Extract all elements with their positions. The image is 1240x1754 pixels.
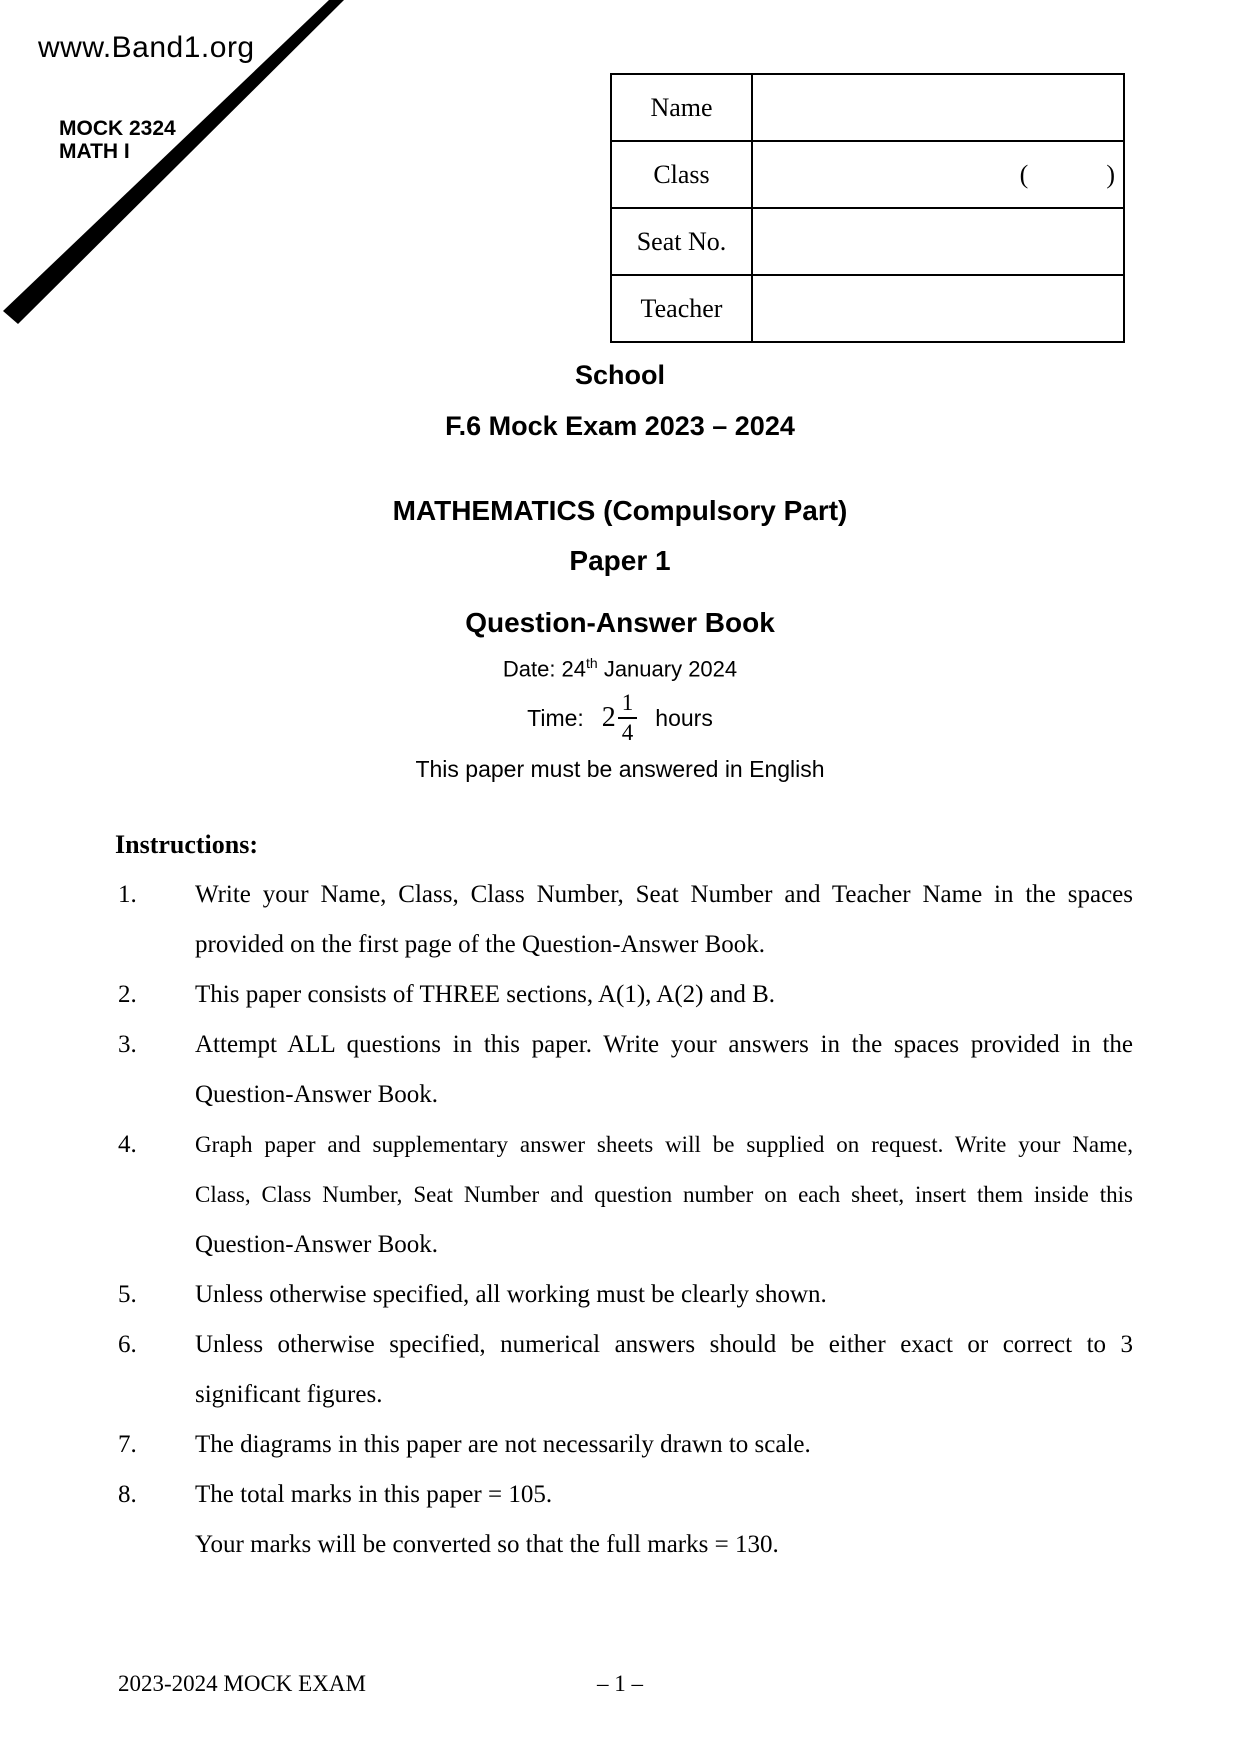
instruction-number: 6. bbox=[118, 1331, 137, 1358]
mock-code-line1: MOCK 2324 bbox=[59, 117, 176, 140]
instruction-line: Question-Answer Book. bbox=[195, 1231, 439, 1258]
teacher-label: Teacher bbox=[611, 275, 752, 342]
table-row-class bbox=[611, 141, 1124, 208]
instructions-heading: Instructions: bbox=[115, 830, 259, 859]
instruction-number: 8. bbox=[118, 1481, 137, 1508]
instruction-item-1 bbox=[118, 870, 1133, 920]
instruction-line: Your marks will be converted so that the full marks = 130. bbox=[195, 1531, 779, 1558]
book-title: Question-Answer Book bbox=[465, 607, 775, 638]
date-prefix: Date: 24 bbox=[502, 656, 587, 682]
instruction-item-3 bbox=[118, 1020, 1133, 1070]
fraction-denominator: 4 bbox=[621, 720, 634, 745]
mock-code-line2: MATH I bbox=[59, 140, 130, 163]
instruction-number: 1. bbox=[118, 881, 137, 908]
time-whole-number: 2 bbox=[601, 702, 616, 733]
seat-no-label: Seat No. bbox=[611, 208, 752, 275]
instruction-line: Attempt ALL questions in this paper. Write your answers in the spaces provided in the bbox=[195, 1031, 1133, 1058]
instruction-line: The diagrams in this paper are not necessarily drawn to scale. bbox=[195, 1431, 811, 1458]
instruction-line: Class, Class Number, Seat Number and question number on each sheet, insert them inside this bbox=[195, 1182, 1133, 1207]
instruction-number: 4. bbox=[118, 1131, 137, 1158]
instruction-item-4 bbox=[118, 1120, 1133, 1170]
instruction-item-5 bbox=[118, 1270, 1133, 1320]
paper-number: Paper 1 bbox=[569, 545, 671, 576]
website-watermark: www.Band1.org bbox=[38, 31, 255, 64]
date-ordinal-superscript: th bbox=[586, 655, 598, 671]
name-label: Name bbox=[611, 74, 752, 141]
instruction-line: This paper consists of THREE sections, A(1), A(2) and B. bbox=[195, 981, 776, 1008]
fraction-numerator: 1 bbox=[618, 690, 638, 719]
instruction-item-6 bbox=[118, 1320, 1133, 1370]
exam-date bbox=[0, 656, 1240, 681]
exam-time bbox=[0, 683, 1240, 753]
date-suffix: January 2024 bbox=[597, 656, 738, 682]
footer-exam-name: 2023-2024 MOCK EXAM bbox=[118, 1671, 366, 1696]
instruction-line: Unless otherwise specified, all working must be clearly shown. bbox=[195, 1281, 827, 1308]
instruction-line: Question-Answer Book. bbox=[195, 1081, 439, 1108]
table-row-name bbox=[611, 74, 1124, 141]
time-label: Time: bbox=[527, 704, 584, 731]
instruction-item-7 bbox=[118, 1420, 1133, 1470]
instruction-line: Write your Name, Class, Class Number, Seat Number and Teacher Name in the spaces bbox=[195, 881, 1133, 908]
exam-title: F.6 Mock Exam 2023 – 2024 bbox=[445, 411, 795, 441]
instruction-item-2 bbox=[118, 970, 1133, 1020]
instruction-line: Unless otherwise specified, numerical answers should be either exact or correct to 3 bbox=[195, 1331, 1133, 1358]
student-info-table bbox=[610, 73, 1125, 343]
instruction-line: Graph paper and supplementary answer sheets will be supplied on request. Write your Name, bbox=[195, 1132, 1133, 1157]
instruction-line: The total marks in this paper = 105. bbox=[195, 1481, 553, 1508]
seat-no-value-cell bbox=[752, 208, 1124, 275]
teacher-value-cell bbox=[752, 275, 1124, 342]
instruction-number: 3. bbox=[118, 1031, 137, 1058]
instruction-line: provided on the first page of the Question-Answer Book. bbox=[195, 931, 766, 958]
time-fraction bbox=[618, 690, 638, 747]
instruction-line: significant figures. bbox=[195, 1381, 383, 1408]
diagonal-line bbox=[0, 0, 360, 340]
school-title: School bbox=[574, 360, 665, 390]
instruction-number: 2. bbox=[118, 981, 137, 1008]
subject-title: MATHEMATICS (Compulsory Part) bbox=[392, 495, 848, 526]
table-row-seat-no bbox=[611, 208, 1124, 275]
instruction-number: 5. bbox=[118, 1281, 137, 1308]
time-unit: hours bbox=[655, 704, 713, 731]
page-number: – 1 – bbox=[597, 1671, 643, 1696]
language-note: This paper must be answered in English bbox=[415, 756, 825, 782]
table-row-teacher bbox=[611, 275, 1124, 342]
class-label: Class bbox=[611, 141, 752, 208]
name-value-cell bbox=[752, 74, 1124, 141]
instruction-number: 7. bbox=[118, 1431, 137, 1458]
instruction-item-8 bbox=[118, 1470, 1133, 1520]
class-value-cell: ( ) bbox=[752, 141, 1124, 208]
instructions-list bbox=[118, 870, 1133, 1570]
